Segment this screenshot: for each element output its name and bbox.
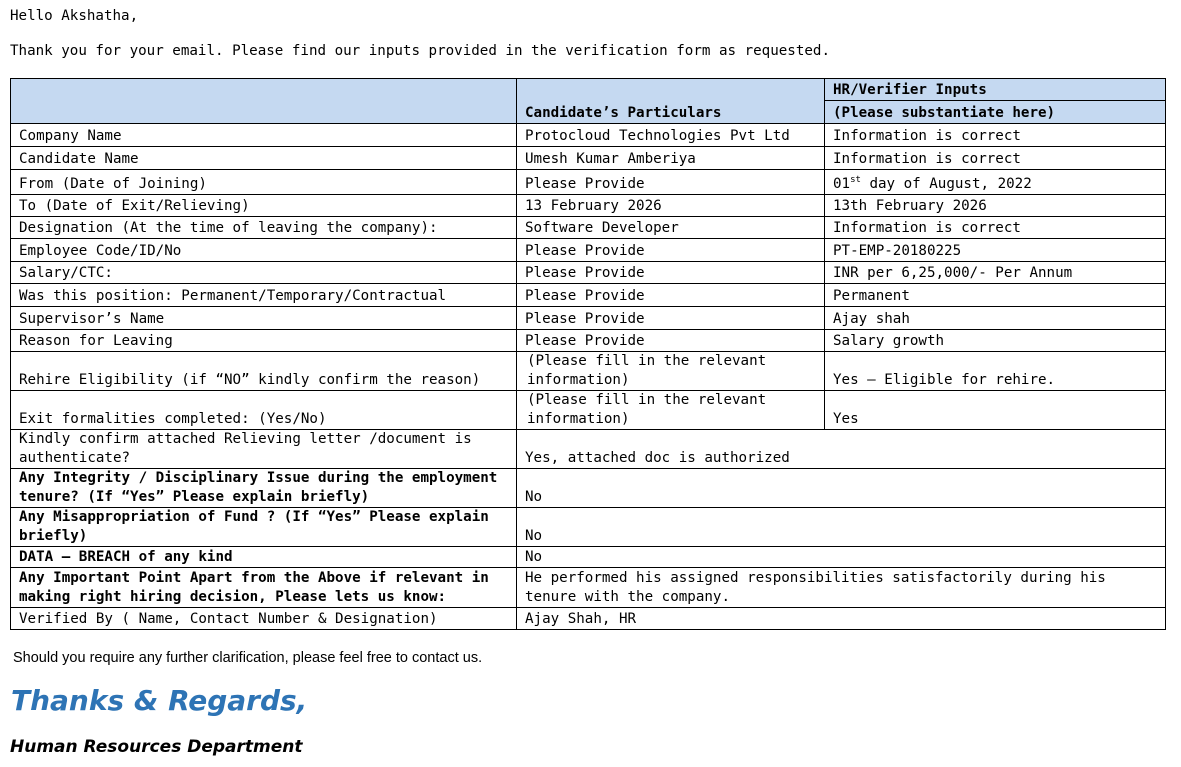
- row-label: Candidate Name: [11, 147, 517, 170]
- row-verifier-value: Information is correct: [825, 124, 1166, 147]
- row-label: Exit formalities completed: (Yes/No): [11, 391, 517, 430]
- row-verifier-value: [825, 170, 1166, 195]
- row-label: DATA – BREACH of any kind: [11, 547, 517, 568]
- row-value: Yes, attached doc is authorized: [517, 430, 1166, 469]
- row-verifier-value: Information is correct: [825, 217, 1166, 239]
- row-label: To (Date of Exit/Relieving): [11, 195, 517, 217]
- row-label: Kindly confirm attached Relieving letter /document is authenticate?: [11, 430, 517, 469]
- row-value: He performed his assigned responsibilities satisfactorily during his tenure with the company.: [517, 568, 1166, 608]
- row-candidate-value: Please Provide: [517, 307, 825, 330]
- row-candidate-value: Please Provide: [517, 262, 825, 284]
- table-row: [11, 508, 1166, 547]
- row-label: Rehire Eligibility (if “NO” kindly confirm the reason): [11, 352, 517, 391]
- table-row: [11, 608, 1166, 630]
- date-day: 01: [833, 176, 851, 192]
- row-verifier-value: Yes: [825, 391, 1166, 430]
- signoff-department: Human Resources Department: [10, 737, 303, 757]
- row-candidate-value: (Please fill in the relevant information): [517, 352, 825, 391]
- header-verifier-inputs: HR/Verifier Inputs: [825, 79, 1166, 101]
- header-substantiate: (Please substantiate here): [825, 101, 1166, 124]
- table-row: [11, 430, 1166, 469]
- header-blank-cell: [11, 79, 517, 124]
- row-label: Supervisor’s Name: [11, 307, 517, 330]
- table-header-row-top: [11, 79, 1166, 101]
- intro-line: Thank you for your email. Please find our inputs provided in the verification form as requested.: [10, 43, 830, 59]
- table-row: [11, 547, 1166, 568]
- row-label: From (Date of Joining): [11, 170, 517, 195]
- table-row: [11, 469, 1166, 508]
- table-row: [11, 124, 1166, 147]
- row-candidate-value: (Please fill in the relevant information): [517, 391, 825, 430]
- row-label: Any Integrity / Disciplinary Issue during the employment tenure? (If “Yes” Please explain briefly): [11, 469, 517, 508]
- table-row: [11, 170, 1166, 195]
- row-verifier-value: Information is correct: [825, 147, 1166, 170]
- row-label: Reason for Leaving: [11, 330, 517, 352]
- table-row: [11, 239, 1166, 262]
- table-row: [11, 330, 1166, 352]
- row-value: Ajay Shah, HR: [517, 608, 1166, 630]
- header-candidate-particulars: Candidate’s Particulars: [517, 79, 825, 124]
- row-verifier-value: 13th February 2026: [825, 195, 1166, 217]
- row-candidate-value: Please Provide: [517, 170, 825, 195]
- table-row: [11, 391, 1166, 430]
- table-row: [11, 307, 1166, 330]
- row-verifier-value: INR per 6,25,000/- Per Annum: [825, 262, 1166, 284]
- row-value: No: [517, 547, 1166, 568]
- row-verifier-value: Yes – Eligible for rehire.: [825, 352, 1166, 391]
- row-candidate-value: 13 February 2026: [517, 195, 825, 217]
- row-label: Company Name: [11, 124, 517, 147]
- date-rest: day of August, 2022: [860, 176, 1032, 192]
- row-candidate-value: Umesh Kumar Amberiya: [517, 147, 825, 170]
- table-row: [11, 195, 1166, 217]
- row-label: Verified By ( Name, Contact Number & Designation): [11, 608, 517, 630]
- signoff-thanks: Thanks & Regards,: [11, 684, 308, 717]
- row-verifier-value: Ajay shah: [825, 307, 1166, 330]
- row-value: No: [517, 469, 1166, 508]
- table-row: [11, 568, 1166, 608]
- greeting-line: Hello Akshatha,: [10, 8, 139, 24]
- verification-form-table: [10, 78, 1166, 630]
- row-label: Salary/CTC:: [11, 262, 517, 284]
- row-candidate-value: Please Provide: [517, 239, 825, 262]
- date-ordinal: st: [850, 175, 861, 185]
- row-candidate-value: Protocloud Technologies Pvt Ltd: [517, 124, 825, 147]
- clarification-note: Should you require any further clarification, please feel free to contact us.: [13, 650, 483, 666]
- row-candidate-value: Software Developer: [517, 217, 825, 239]
- table-row: [11, 352, 1166, 391]
- table-row: [11, 147, 1166, 170]
- table-row: [11, 262, 1166, 284]
- row-value: No: [517, 508, 1166, 547]
- row-verifier-value: PT-EMP-20180225: [825, 239, 1166, 262]
- row-verifier-value: Permanent: [825, 284, 1166, 307]
- row-label: Designation (At the time of leaving the company):: [11, 217, 517, 239]
- row-label: Any Important Point Apart from the Above if relevant in making right hiring decision, Please lets us know:: [11, 568, 517, 608]
- row-verifier-value: Salary growth: [825, 330, 1166, 352]
- table-row: [11, 217, 1166, 239]
- table-row: [11, 284, 1166, 307]
- row-label: Any Misappropriation of Fund ? (If “Yes” Please explain briefly): [11, 508, 517, 547]
- row-candidate-value: Please Provide: [517, 284, 825, 307]
- row-label: Was this position: Permanent/Temporary/Contractual: [11, 284, 517, 307]
- row-label: Employee Code/ID/No: [11, 239, 517, 262]
- row-candidate-value: Please Provide: [517, 330, 825, 352]
